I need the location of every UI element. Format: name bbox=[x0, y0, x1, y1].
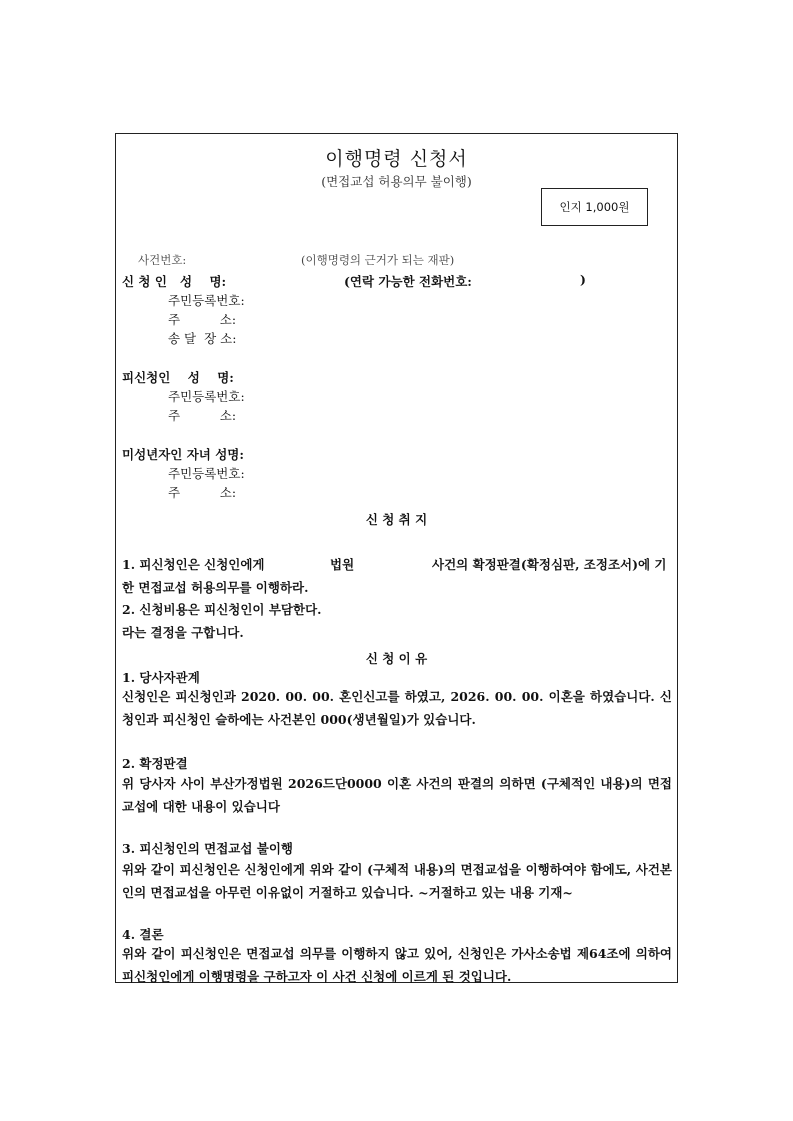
applicant-delivery-label: 송 달 장 소: bbox=[168, 331, 237, 346]
reason-4-text: 위와 같이 피신청인은 면접교섭 의무를 이행하지 않고 있어, 신청인은 가사소송법 제64조에 의하여 피신청인에게 이행명령을 구하고자 이 사건 신청에 이르게 된 것입니다. bbox=[122, 946, 672, 984]
reason-heading: 신 청 이 유 bbox=[365, 651, 428, 666]
document-subtitle: (면접교섭 허용의무 불이행) bbox=[321, 174, 472, 189]
respondent-name-label: 피신청인 성 명: bbox=[122, 370, 234, 385]
purpose-heading: 신 청 취 지 bbox=[365, 512, 428, 527]
purpose-item-1-start: 1. 피신청인은 신청인에게 bbox=[122, 557, 265, 572]
purpose-item-1-end: 사건의 확정판결(확정심판, 조정조서)에 기 bbox=[432, 557, 667, 572]
purpose-item-1-continued: 한 면접교섭 허용의무를 이행하라. bbox=[122, 580, 309, 595]
child-id-label: 주민등록번호: bbox=[168, 466, 245, 481]
reason-2-text: 위 당사자 사이 부산가정법원 2026드단0000 이혼 사건의 판결의 의하면 (구체적인 내용)의 면접교섭에 대한 내용이 있습니다 bbox=[122, 776, 672, 814]
stamp-box: 인지 1,000원 bbox=[541, 188, 648, 226]
case-note: (이행명령의 근거가 되는 재판) bbox=[301, 253, 455, 267]
reason-3-title: 3. 피신청인의 면접교섭 불이행 bbox=[122, 841, 294, 856]
applicant-id-label: 주민등록번호: bbox=[168, 293, 245, 308]
respondent-id-label: 주민등록번호: bbox=[168, 389, 245, 404]
child-address-label: 주 소: bbox=[168, 485, 237, 500]
purpose-item-1-court: 법원 bbox=[330, 557, 355, 572]
applicant-name-label: 신 청 인 성 명: bbox=[122, 274, 227, 289]
reason-2-title: 2. 확정판결 bbox=[122, 756, 188, 771]
purpose-item-2: 2. 신청비용은 피신청인이 부담한다. bbox=[122, 602, 322, 617]
respondent-address-label: 주 소: bbox=[168, 408, 237, 423]
case-number-label: 사건번호: bbox=[138, 253, 187, 267]
applicant-phone-label: (연락 가능한 전화번호: bbox=[344, 274, 472, 289]
applicant-phone-close: ) bbox=[580, 272, 586, 287]
child-name-label: 미성년자인 자녀 성명: bbox=[122, 447, 244, 462]
reason-3-text: 위와 같이 피신청인은 신청인에게 위와 같이 (구체적 내용)의 면접교섭을 이행하여야 함에도, 사건본인의 면접교섭을 아무런 이유없이 거절하고 있습니다. ~거절하고 있는 내용 기재~ bbox=[122, 862, 672, 900]
reason-1-text: 신청인은 피신청인과 2020. 00. 00. 혼인신고를 하였고, 2026. 00. 00. 이혼을 하였습니다. 신청인과 피신청인 슬하에는 사건본인 000(생년월일)가 있습니다. bbox=[122, 689, 672, 727]
document-title: 이행명령 신청서 bbox=[325, 148, 468, 170]
application-form bbox=[115, 133, 678, 983]
purpose-conclusion: 라는 결정을 구합니다. bbox=[122, 625, 244, 640]
reason-4-title: 4. 결론 bbox=[122, 927, 164, 942]
reason-1-title: 1. 당사자관계 bbox=[122, 670, 200, 685]
applicant-address-label: 주 소: bbox=[168, 312, 237, 327]
